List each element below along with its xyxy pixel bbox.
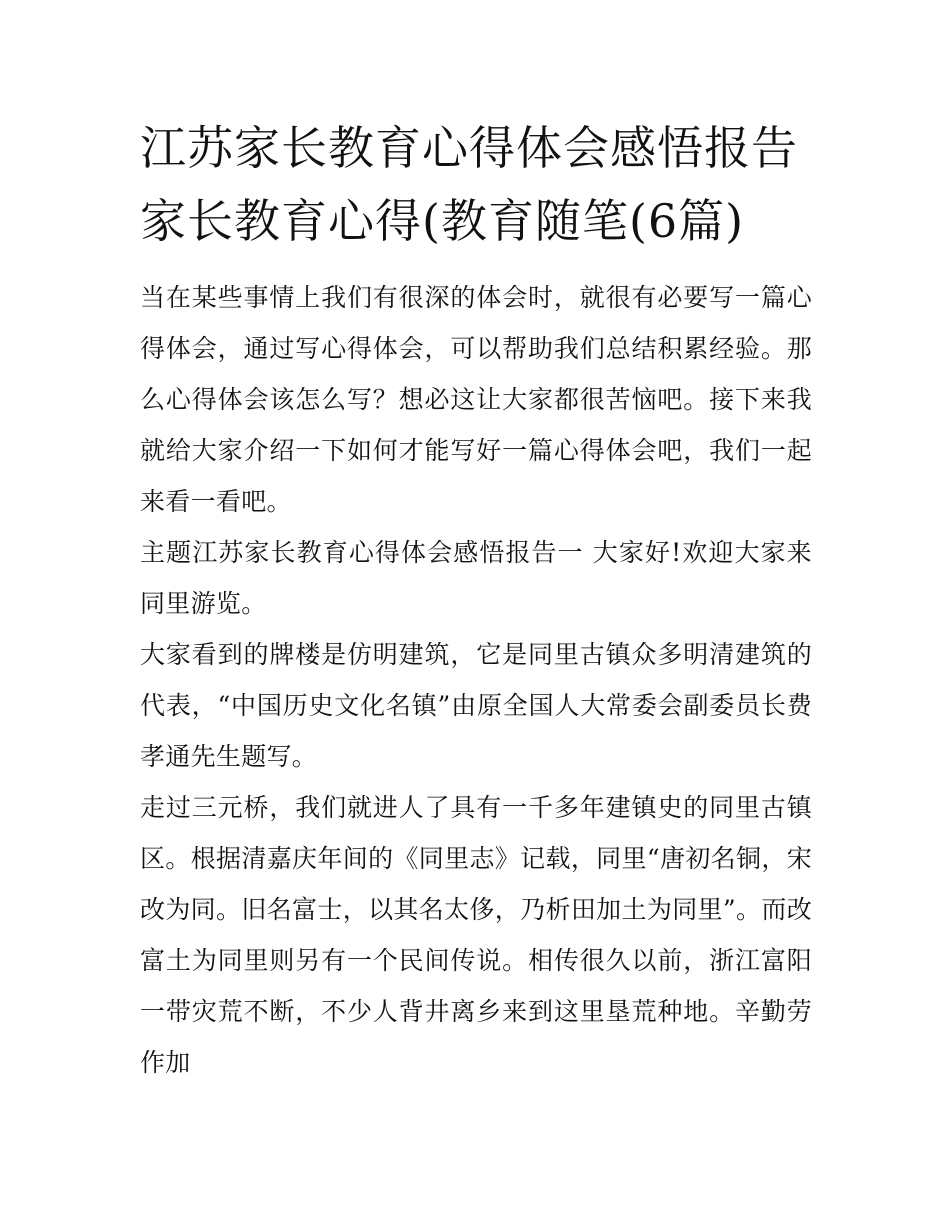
document-page (140, 112, 812, 1088)
paragraph-intro: 当在某些事情上我们有很深的体会时，就很有必要写一篇心得体会，通过写心得体会，可以帮助我们总结积累经验。那么心得体会该怎么写？想必这让大家都很苦恼吧。接下来我就给大家介绍一下如何才能写好一篇心得体会吧，我们一起来看一看吧。 (140, 283, 812, 516)
document-title: 江苏家长教育心得体会感悟报告 家长教育心得(教育随笔(6篇) (140, 121, 798, 248)
paragraph-archway: 大家看到的牌楼是仿明建筑，它是同里古镇众多明清建筑的代表，“中国历史文化名镇”由原全国人大常委会副委员长费孝通先生题写。 (140, 640, 812, 771)
paragraph-topic: 主题江苏家长教育心得体会感悟报告一 大家好!欢迎大家来同里游览。 (140, 538, 812, 618)
paragraph-history: 走过三元桥，我们就进人了具有一千多年建镇史的同里古镇区。根据清嘉庆年间的《同里志》记载，同里“唐初名铜，宋改为同。旧名富士，以其名太侈，乃析田加土为同里”。而改富土为同里则另有一个民间传说。相传很久以前，浙江富阳一带灾荒不断，不少人背井离乡来到这里垦荒种地。辛勤劳作加 (140, 793, 812, 1077)
